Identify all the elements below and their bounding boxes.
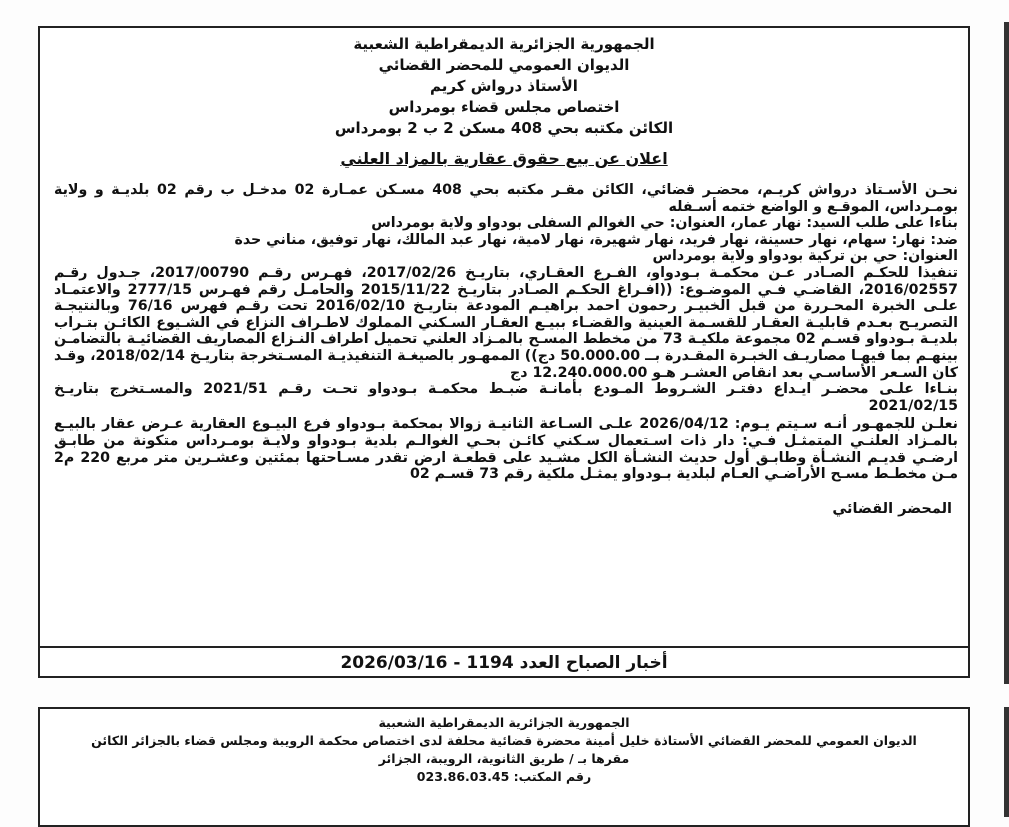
second-header-line-address: مقرها بـ / طريق الثانوية، الرويبة، الجزائر (378, 751, 630, 766)
notice-body (40, 182, 968, 483)
paragraph-requester: بناءا على طلب السيد: نهار عمار، العنوان: حي الغوالم السفلى بودواو ولاية بومرداس (371, 215, 958, 232)
paragraph-address: العنوان: حي بن تركية بودواو ولاية بومرداس (652, 248, 958, 265)
header-line-jurisdiction: اختصاص مجلس قضاء بومرداس (388, 98, 620, 116)
paragraph-announcement: نعلـن للجمهـور أنـه سـيتم يـوم: 2026/04/12 علـى السـاعة الثانيـة زوالا بمحكمة بـودواو فرع البيـوع العقارية عـرض عقار بالبيـع بالمـزاد العلنـي المتمثـل فـي: دار ذات اسـتعمال سـكني كائـن بحـي الغوالـم بلدية بـودواو ولايـة بومـرداس متكونة من طابـق ارضـي قديـم النشـأة وطابـق أول حديث النشـأة الكل مشـيد على قطعـة ارض تقدر مسـاحتها بمئتين وعشـرين متر مربع 220 م2 مـن مخطـط مسـح الأراضـي العـام لبلدية بـودواو يمثـل ملكية رقم 73 قسـم 02 (54, 416, 959, 483)
second-notice (38, 707, 970, 827)
paragraph-intro: نحـن الأسـتاذ درواش كريـم، محضـر قضائي، الكائن مقـر مكتبه بحي 408 مسـكن عمـارة 02 مدخـل ب رقم 02 بلديـة و ولاية بومـرداس، الموقـع و الواضع ختمه أسـفله (54, 182, 958, 215)
header-line-address: الكائن مكتبه بحي 408 مسكن 2 ب 2 بومرداس (334, 119, 674, 137)
newspaper-footer: أخبار الصباح العدد 1194 - 2026/03/16 (340, 653, 668, 673)
paragraph-against: ضد: نهار: سهام، نهار حسينة، نهار فريد، نهار شهيرة، نهار لامية، نهار عبد المالك، نهار توفيق، مناني حدة (234, 231, 958, 248)
second-header-line-office: الديوان العمومي للمحضر القضائي الأستاذة خليل أمينة محضرة قضائية محلفة لدى اختصاص محكمة الرويبة ومجلس قضاء بالجزائر الكائن (91, 733, 917, 748)
second-header-line-phone: رقم المكتب: 023.86.03.45 (416, 769, 592, 784)
auction-notice (38, 26, 970, 678)
second-header-line-republic: الجمهورية الجزائرية الديمقراطية الشعبية (378, 715, 630, 730)
page-edge-bar (1004, 707, 1009, 817)
header-line-republic: الجمهورية الجزائرية الديمقراطية الشعبية (353, 35, 655, 53)
footer-divider (40, 646, 968, 648)
notice-header (40, 28, 968, 139)
paragraph-judgment: تنفيذا للحكـم الصـادر عـن محكمـة بـودواو، الفـرع العقـاري، بتاريـخ 2017/02/26، فهـرس رقـم 2017/00790، جـدول رقـم 2016/02557، القاضـي فـي الموضـوع: ((افـراغ الحكـم الصـادر بتاريـخ 2015/11/22 والحامـل رقم فهـرس 2777/15 والاعتمـاد علـى الخبرة المحـررة من قبل الخبيـر رحمون احمد براهيـم المودعة بتاريـخ 2016/02/10 تحت رقـم فهرس 76/16 وبالنتيجـة التصريـح بعـدم قابليـة العقـار للقسـمة العينية والقضـاء ببيـع العقـار السـكني المملوك لاطـراف النزاع في الشـيوع الكائـن بتـراب بلديـة بـودواو قسـم 02 مجموعة ملكيـة 73 من مخطط المسـح بالمـزاد العلني تحميل اطراف النـزاع المصاريف القضائيـة بالتضامـن بينهـم بما فيهـا مصاريـف الخبـرة المقـدرة بــ 50.000.00 دج)) الممهـور بالصيغـة التنفيذيـة المسـتخرجة بتاريـخ 2018/02/14، وقـد كان السـعر الأساسـي بعد انقاص العشـر هـو 12.240.000.00 دج (54, 264, 959, 381)
signature: المحضر القضائي (832, 500, 952, 517)
page-edge-bar (1004, 22, 1009, 684)
header-line-bailiff: الأستاذ درواش كريم (430, 77, 578, 95)
notice-title: اعلان عن بيع حقوق عقارية بالمزاد العلني (340, 149, 668, 168)
header-line-office: الديوان العمومي للمحضر القضائي (378, 56, 630, 74)
second-notice-header (40, 709, 968, 786)
paragraph-conditions: بنـاءا علـى محضـر ايـداع دفتـر الشـروط المـودع بأمانـة ضبـط محكمـة بـودواو تحـت رقـم 2021/51 والمسـتخرج بتاريـخ 2021/02/15 (54, 381, 958, 414)
